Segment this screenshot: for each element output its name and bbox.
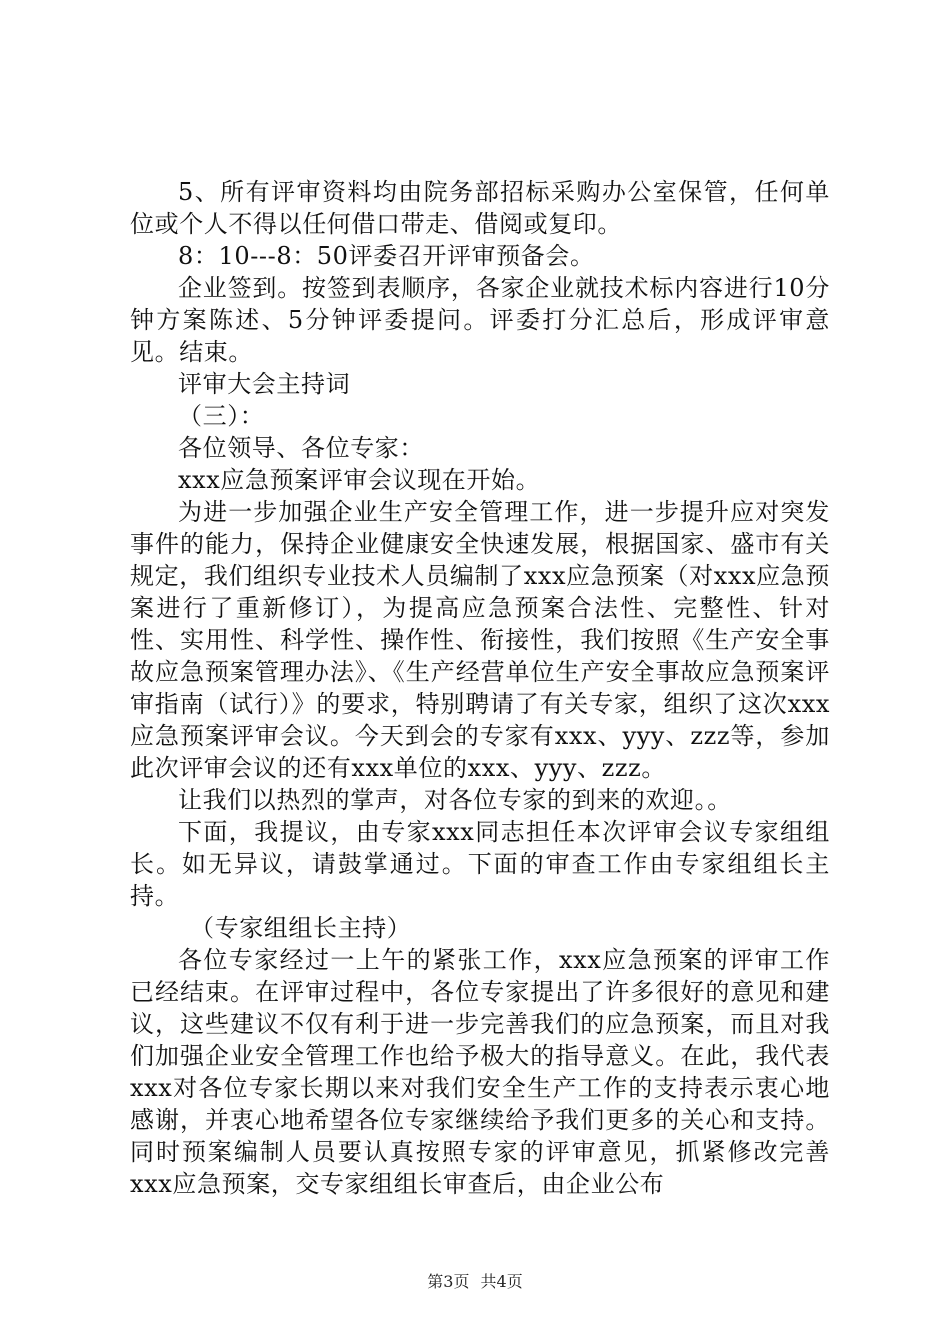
paragraph-greeting: 各位领导、各位专家： [178,434,424,462]
paragraph-materials-custody: 5、所有评审资料均由院务部招标采购办公室保管，任何单位或个人不得以任何借口带走、借阅或复印。 [130,178,830,238]
paragraph-meeting-start: xxx应急预案评审会议现在开始。 [178,466,541,494]
paragraph-leader-chairs: （专家组组长主持） [190,914,412,942]
paragraph-prep-meeting-time: 8：10---8：50评委召开评审预备会。 [178,242,595,270]
paragraph-nominate-leader: 下面，我提议，由专家xxx同志担任本次评审会议专家组组长。如无异议，请鼓掌通过。下面的审查工作由专家组组长主持。 [130,818,830,910]
section-number: （三）： [178,402,265,430]
document-body [130,176,830,1200]
page-total: 共4页 [480,1272,523,1291]
page-number: 第3页 [427,1272,470,1291]
paragraph-background: 为进一步加强企业生产安全管理工作，进一步提升应对突发事件的能力，保持企业健康安全快速发展，根据国家、盛市有关规定，我们组织专业技术人员编制了xxx应急预案（对xxx应急预案进行了重新修订），为提高应急预案合法性、完整性、针对性、实用性、科学性、操作性、衔接性，我们按照《生产安全事故应急预案管理办法》、《生产经营单位生产安全事故应急预案评审指南（试行）》的要求，特别聘请了有关专家，组织了这次xxx应急预案评审会议。今天到会的专家有xxx、yyy、zzz等，参加此次评审会议的还有xxx单位的xxx、yyy、zzz。 [130,498,830,782]
section-heading-host-speech: 评审大会主持词 [178,370,351,398]
page-footer [0,1272,950,1292]
paragraph-welcome-applause: 让我们以热烈的掌声，对各位专家的到来的欢迎。。 [178,786,732,814]
paragraph-sign-in-procedure: 企业签到。按签到表顺序，各家企业就技术标内容进行10分钟方案陈述、5分钟评委提问。评委打分汇总后，形成评审意见。结束。 [130,274,830,366]
paragraph-closing-remarks: 各位专家经过一上午的紧张工作，xxx应急预案的评审工作已经结束。在评审过程中，各位专家提出了许多很好的意见和建议，这些建议不仅有利于进一步完善我们的应急预案，而且对我们加强企业安全管理工作也给予极大的指导意义。在此，我代表xxx对各位专家长期以来对我们安全生产工作的支持表示衷心地感谢，并衷心地希望各位专家继续给予我们更多的关心和支持。同时预案编制人员要认真按照专家的评审意见，抓紧修改完善xxx应急预案，交专家组组长审查后，由企业公布 [130,946,830,1198]
